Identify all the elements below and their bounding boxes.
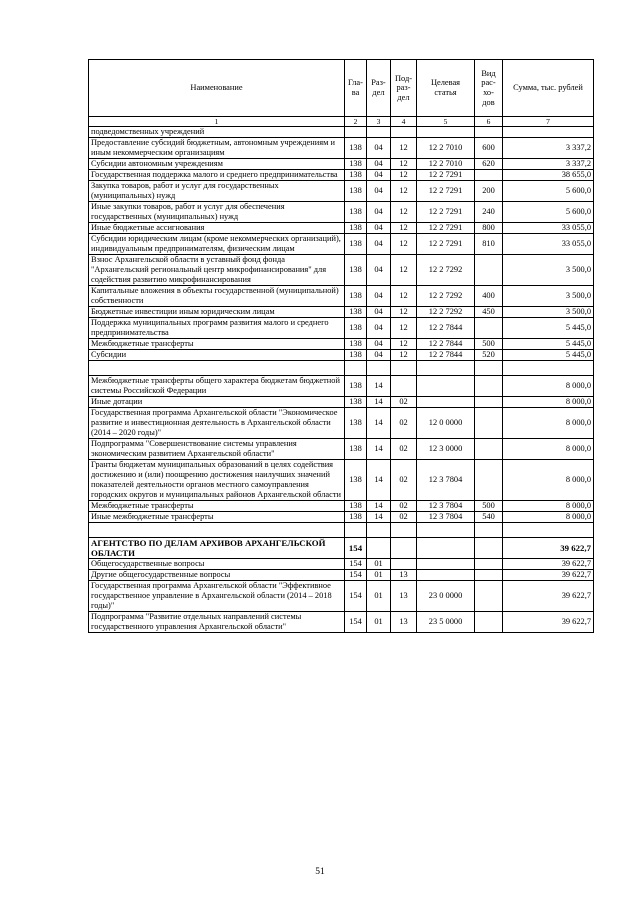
row-name: Другие общегосударственные вопросы xyxy=(89,570,345,581)
row-target: 12 3 0000 xyxy=(417,439,475,460)
row-name: Государственная программа Архангельской области "Экономическое развитие и инвестиционная деятельность в Архангельской области (2014 – 2020 годы)" xyxy=(89,408,345,439)
row-name: Субсидии автономным учреждениям xyxy=(89,159,345,170)
row-expense-type xyxy=(475,581,503,612)
row-section: 04 xyxy=(367,181,391,202)
table-row xyxy=(89,538,594,559)
row-chapter: 138 xyxy=(345,181,367,202)
row-chapter: 138 xyxy=(345,512,367,523)
row-subsection: 12 xyxy=(391,255,417,286)
row-expense-type xyxy=(475,538,503,559)
row-subsection: 12 xyxy=(391,159,417,170)
column-number: 7 xyxy=(503,117,594,127)
row-expense-type xyxy=(475,559,503,570)
empty-cell xyxy=(367,361,391,376)
row-chapter: 138 xyxy=(345,307,367,318)
row-subsection: 12 xyxy=(391,181,417,202)
row-amount: 8 000,0 xyxy=(503,512,594,523)
row-subsection: 02 xyxy=(391,408,417,439)
empty-cell xyxy=(503,361,594,376)
row-expense-type xyxy=(475,255,503,286)
row-section: 14 xyxy=(367,439,391,460)
budget-table xyxy=(88,59,594,633)
row-name: Гранты бюджетам муниципальных образований в целях содействия достижению и (или) поощрению достижения наилучших значений показателей деятельности органов местного самоуправления городских округов и муниципальных районов Архангельской области xyxy=(89,460,345,501)
empty-cell xyxy=(89,361,345,376)
row-target xyxy=(417,559,475,570)
row-expense-type: 240 xyxy=(475,202,503,223)
row-amount: 5 445,0 xyxy=(503,318,594,339)
row-target xyxy=(417,376,475,397)
column-number: 6 xyxy=(475,117,503,127)
table-row xyxy=(89,512,594,523)
column-number: 3 xyxy=(367,117,391,127)
row-amount: 8 000,0 xyxy=(503,376,594,397)
row-target xyxy=(417,538,475,559)
empty-cell xyxy=(391,361,417,376)
row-amount: 8 000,0 xyxy=(503,397,594,408)
table-row xyxy=(89,559,594,570)
row-chapter xyxy=(345,127,367,138)
row-amount: 3 500,0 xyxy=(503,307,594,318)
row-subsection: 12 xyxy=(391,202,417,223)
row-expense-type: 520 xyxy=(475,350,503,361)
row-name: Субсидии xyxy=(89,350,345,361)
row-expense-type: 400 xyxy=(475,286,503,307)
row-amount xyxy=(503,127,594,138)
row-subsection: 13 xyxy=(391,570,417,581)
header-subsection: Под- раз- дел xyxy=(391,60,417,117)
row-target: 12 2 7291 xyxy=(417,234,475,255)
header-amount: Сумма, тыс. рублей xyxy=(503,60,594,117)
row-subsection: 02 xyxy=(391,512,417,523)
table-row xyxy=(89,570,594,581)
empty-cell xyxy=(417,523,475,538)
row-expense-type: 450 xyxy=(475,307,503,318)
row-name: Закупка товаров, работ и услуг для государственных (муниципальных) нужд xyxy=(89,181,345,202)
row-expense-type xyxy=(475,460,503,501)
row-chapter: 138 xyxy=(345,339,367,350)
row-section: 04 xyxy=(367,307,391,318)
table-row xyxy=(89,318,594,339)
empty-cell xyxy=(345,361,367,376)
row-amount: 8 000,0 xyxy=(503,460,594,501)
row-expense-type: 500 xyxy=(475,501,503,512)
row-subsection xyxy=(391,538,417,559)
row-name: АГЕНТСТВО ПО ДЕЛАМ АРХИВОВ АРХАНГЕЛЬСКОЙ ОБЛАСТИ xyxy=(89,538,345,559)
row-expense-type xyxy=(475,397,503,408)
table-row xyxy=(89,408,594,439)
row-amount: 3 500,0 xyxy=(503,255,594,286)
row-amount: 5 445,0 xyxy=(503,350,594,361)
row-chapter: 138 xyxy=(345,223,367,234)
row-target xyxy=(417,397,475,408)
row-chapter: 138 xyxy=(345,234,367,255)
table-row xyxy=(89,307,594,318)
empty-cell xyxy=(475,523,503,538)
row-expense-type xyxy=(475,408,503,439)
row-target xyxy=(417,570,475,581)
row-target: 12 3 7804 xyxy=(417,501,475,512)
row-subsection: 13 xyxy=(391,612,417,633)
row-chapter: 138 xyxy=(345,350,367,361)
row-expense-type: 800 xyxy=(475,223,503,234)
row-amount: 39 622,7 xyxy=(503,538,594,559)
row-amount: 33 055,0 xyxy=(503,234,594,255)
row-chapter: 154 xyxy=(345,559,367,570)
row-section: 14 xyxy=(367,460,391,501)
row-amount: 39 622,7 xyxy=(503,581,594,612)
table-row xyxy=(89,350,594,361)
row-target: 12 2 7292 xyxy=(417,286,475,307)
column-number-row xyxy=(89,117,594,127)
row-subsection: 02 xyxy=(391,397,417,408)
row-name: Государственная поддержка малого и среднего предпринимательства xyxy=(89,170,345,181)
row-subsection: 13 xyxy=(391,581,417,612)
row-section: 14 xyxy=(367,376,391,397)
row-section: 14 xyxy=(367,512,391,523)
row-expense-type: 620 xyxy=(475,159,503,170)
table-row xyxy=(89,581,594,612)
spacer-row xyxy=(89,361,594,376)
row-subsection: 12 xyxy=(391,339,417,350)
row-amount: 5 600,0 xyxy=(503,181,594,202)
row-section: 04 xyxy=(367,286,391,307)
row-amount: 39 622,7 xyxy=(503,612,594,633)
row-chapter: 138 xyxy=(345,408,367,439)
row-name: Межбюджетные трансферты xyxy=(89,339,345,350)
row-target: 12 2 7844 xyxy=(417,350,475,361)
row-chapter: 138 xyxy=(345,255,367,286)
row-expense-type xyxy=(475,570,503,581)
row-name: Иные дотации xyxy=(89,397,345,408)
table-row xyxy=(89,170,594,181)
row-amount: 5 600,0 xyxy=(503,202,594,223)
row-chapter: 138 xyxy=(345,397,367,408)
row-chapter: 154 xyxy=(345,612,367,633)
column-number: 5 xyxy=(417,117,475,127)
header-name: Наименование xyxy=(89,60,345,117)
row-amount: 33 055,0 xyxy=(503,223,594,234)
row-section: 04 xyxy=(367,202,391,223)
row-section: 04 xyxy=(367,255,391,286)
row-subsection: 02 xyxy=(391,439,417,460)
row-section: 14 xyxy=(367,397,391,408)
row-expense-type xyxy=(475,127,503,138)
row-expense-type xyxy=(475,318,503,339)
table-row xyxy=(89,397,594,408)
row-subsection: 12 xyxy=(391,307,417,318)
row-target: 12 0 0000 xyxy=(417,408,475,439)
row-amount: 8 000,0 xyxy=(503,408,594,439)
row-chapter: 138 xyxy=(345,460,367,501)
row-target: 12 3 7804 xyxy=(417,460,475,501)
row-section: 14 xyxy=(367,408,391,439)
row-section: 04 xyxy=(367,350,391,361)
row-subsection: 12 xyxy=(391,223,417,234)
header-section: Раз- дел xyxy=(367,60,391,117)
row-amount: 3 500,0 xyxy=(503,286,594,307)
row-expense-type xyxy=(475,376,503,397)
row-target: 23 5 0000 xyxy=(417,612,475,633)
row-section: 01 xyxy=(367,570,391,581)
row-target: 12 2 7291 xyxy=(417,170,475,181)
table-row xyxy=(89,202,594,223)
row-target: 12 2 7844 xyxy=(417,318,475,339)
table-row xyxy=(89,612,594,633)
row-target: 12 2 7010 xyxy=(417,138,475,159)
row-chapter: 138 xyxy=(345,286,367,307)
row-section: 04 xyxy=(367,159,391,170)
row-name: Межбюджетные трансферты xyxy=(89,501,345,512)
page-number: 51 xyxy=(315,867,325,877)
row-section: 01 xyxy=(367,612,391,633)
empty-cell xyxy=(391,523,417,538)
row-section: 04 xyxy=(367,339,391,350)
row-amount: 8 000,0 xyxy=(503,439,594,460)
row-subsection: 12 xyxy=(391,234,417,255)
header-row xyxy=(89,60,594,117)
row-amount: 3 337,2 xyxy=(503,159,594,170)
table-row xyxy=(89,439,594,460)
empty-cell xyxy=(417,361,475,376)
row-chapter: 154 xyxy=(345,570,367,581)
row-chapter: 138 xyxy=(345,376,367,397)
column-number: 4 xyxy=(391,117,417,127)
row-section: 04 xyxy=(367,170,391,181)
table-row xyxy=(89,376,594,397)
table-row xyxy=(89,234,594,255)
row-name: Подпрограмма "Развитие отдельных направлений системы государственного управления Архангельской области" xyxy=(89,612,345,633)
row-expense-type: 600 xyxy=(475,138,503,159)
row-section: 01 xyxy=(367,559,391,570)
row-target: 12 2 7291 xyxy=(417,181,475,202)
table-row xyxy=(89,339,594,350)
table-row xyxy=(89,255,594,286)
row-chapter: 138 xyxy=(345,501,367,512)
row-subsection: 12 xyxy=(391,138,417,159)
table-row xyxy=(89,181,594,202)
row-expense-type: 500 xyxy=(475,339,503,350)
row-expense-type xyxy=(475,439,503,460)
row-name: Предоставление субсидий бюджетным, автономным учреждениям и иным некоммерческим организациям xyxy=(89,138,345,159)
row-section: 04 xyxy=(367,138,391,159)
row-section: 04 xyxy=(367,318,391,339)
row-expense-type xyxy=(475,612,503,633)
row-chapter: 154 xyxy=(345,581,367,612)
empty-cell xyxy=(345,523,367,538)
row-name: Государственная программа Архангельской области "Эффективное государственное управление в Архангельской области (2014 – 2018 годы)" xyxy=(89,581,345,612)
row-name: Иные межбюджетные трансферты xyxy=(89,512,345,523)
row-chapter: 138 xyxy=(345,439,367,460)
table-row xyxy=(89,501,594,512)
row-amount: 8 000,0 xyxy=(503,501,594,512)
table-row xyxy=(89,460,594,501)
row-target: 12 3 7804 xyxy=(417,512,475,523)
row-chapter: 138 xyxy=(345,170,367,181)
row-subsection: 12 xyxy=(391,318,417,339)
row-section: 04 xyxy=(367,223,391,234)
row-name: Иные закупки товаров, работ и услуг для обеспечения государственных (муниципальных) нужд xyxy=(89,202,345,223)
column-number: 1 xyxy=(89,117,345,127)
row-subsection: 02 xyxy=(391,501,417,512)
row-amount: 39 622,7 xyxy=(503,559,594,570)
row-expense-type xyxy=(475,170,503,181)
row-subsection xyxy=(391,127,417,138)
empty-cell xyxy=(475,361,503,376)
row-subsection: 12 xyxy=(391,350,417,361)
row-name: подведомственных учреждений xyxy=(89,127,345,138)
row-chapter: 138 xyxy=(345,159,367,170)
row-section: 14 xyxy=(367,501,391,512)
row-name: Капитальные вложения в объекты государственной (муниципальной) собственности xyxy=(89,286,345,307)
row-section xyxy=(367,538,391,559)
row-subsection: 12 xyxy=(391,286,417,307)
row-amount: 38 655,0 xyxy=(503,170,594,181)
row-name: Взнос Архангельской области в уставный фонд фонда "Архангельский региональный центр микрофинансирования" для содействия развитию микрофинансирования xyxy=(89,255,345,286)
budget-table-page xyxy=(88,59,593,633)
row-expense-type: 540 xyxy=(475,512,503,523)
row-name: Подпрограмма "Совершенствование системы управления экономическим развитием Архангельской области" xyxy=(89,439,345,460)
header-chapter: Гла- ва xyxy=(345,60,367,117)
table-body xyxy=(89,127,594,633)
row-target: 12 2 7291 xyxy=(417,202,475,223)
row-expense-type: 200 xyxy=(475,181,503,202)
row-chapter: 138 xyxy=(345,318,367,339)
row-amount: 3 337,2 xyxy=(503,138,594,159)
spacer-row xyxy=(89,523,594,538)
row-target: 12 2 7010 xyxy=(417,159,475,170)
empty-cell xyxy=(89,523,345,538)
row-section: 01 xyxy=(367,581,391,612)
empty-cell xyxy=(367,523,391,538)
header-expense-type: Вид рас- хо- дов xyxy=(475,60,503,117)
row-amount: 5 445,0 xyxy=(503,339,594,350)
row-target: 12 2 7292 xyxy=(417,255,475,286)
row-name: Общегосударственные вопросы xyxy=(89,559,345,570)
row-section: 04 xyxy=(367,234,391,255)
row-name: Субсидии юридическим лицам (кроме некоммерческих организаций), индивидуальным предпринимателям, физическим лицам xyxy=(89,234,345,255)
row-subsection: 12 xyxy=(391,170,417,181)
row-subsection xyxy=(391,559,417,570)
row-chapter: 138 xyxy=(345,138,367,159)
table-row xyxy=(89,223,594,234)
row-target: 23 0 0000 xyxy=(417,581,475,612)
table-row xyxy=(89,127,594,138)
row-target: 12 2 7292 xyxy=(417,307,475,318)
row-chapter: 138 xyxy=(345,202,367,223)
row-name: Бюджетные инвестиции иным юридическим лицам xyxy=(89,307,345,318)
row-subsection xyxy=(391,376,417,397)
row-target xyxy=(417,127,475,138)
row-chapter: 154 xyxy=(345,538,367,559)
row-section xyxy=(367,127,391,138)
table-row xyxy=(89,138,594,159)
table-row xyxy=(89,159,594,170)
column-number: 2 xyxy=(345,117,367,127)
row-name: Поддержка муниципальных программ развития малого и среднего предпринимательства xyxy=(89,318,345,339)
row-expense-type: 810 xyxy=(475,234,503,255)
empty-cell xyxy=(503,523,594,538)
header-target: Целевая статья xyxy=(417,60,475,117)
row-target: 12 2 7291 xyxy=(417,223,475,234)
row-amount: 39 622,7 xyxy=(503,570,594,581)
row-name: Иные бюджетные ассигнования xyxy=(89,223,345,234)
row-subsection: 02 xyxy=(391,460,417,501)
table-row xyxy=(89,286,594,307)
row-target: 12 2 7844 xyxy=(417,339,475,350)
row-name: Межбюджетные трансферты общего характера бюджетам бюджетной системы Российской Федерации xyxy=(89,376,345,397)
